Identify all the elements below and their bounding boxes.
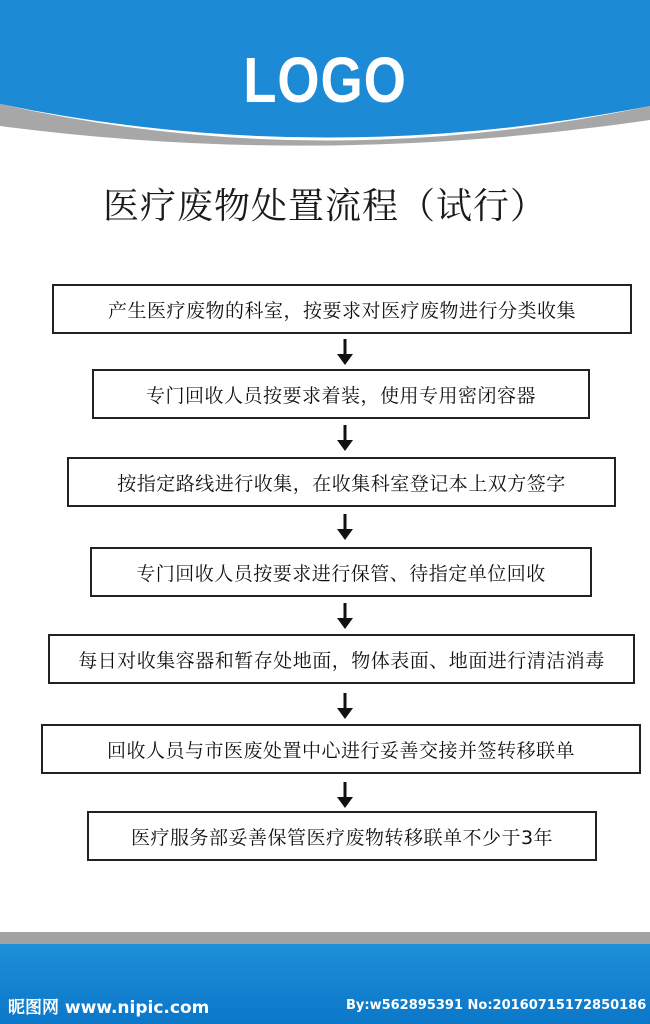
footer-gray-strip: [0, 932, 650, 944]
arrow-down-icon: [334, 691, 356, 721]
flow-step-2: 专门回收人员按要求着装，使用专用密闭容器: [92, 369, 590, 419]
arrow-down-icon: [334, 780, 356, 810]
arrow-down-icon: [334, 512, 356, 542]
watermark-id: By:w562895391 No:20160715172850186: [346, 998, 647, 1013]
page-title: 医疗废物处置流程（试行）: [102, 186, 547, 227]
flow-step-6: 回收人员与市医废处置中心进行妥善交接并签转移联单: [41, 724, 641, 774]
flow-step-7: 医疗服务部妥善保管医疗废物转移联单不少于3年: [87, 811, 597, 861]
arrow-down-icon: [334, 423, 356, 453]
flow-step-5: 每日对收集容器和暂存处地面，物体表面、地面进行清洁消毒: [48, 634, 635, 684]
flow-step-1: 产生医疗废物的科室，按要求对医疗废物进行分类收集: [52, 284, 632, 334]
arrow-down-icon: [334, 601, 356, 631]
flow-step-4: 专门回收人员按要求进行保管、待指定单位回收: [90, 547, 592, 597]
arrow-down-icon: [334, 337, 356, 367]
flow-step-3: 按指定路线进行收集，在收集科室登记本上双方签字: [67, 457, 616, 507]
logo-text: LOGO: [243, 44, 407, 116]
watermark-site: 昵图网 www.nipic.com: [8, 998, 210, 1018]
